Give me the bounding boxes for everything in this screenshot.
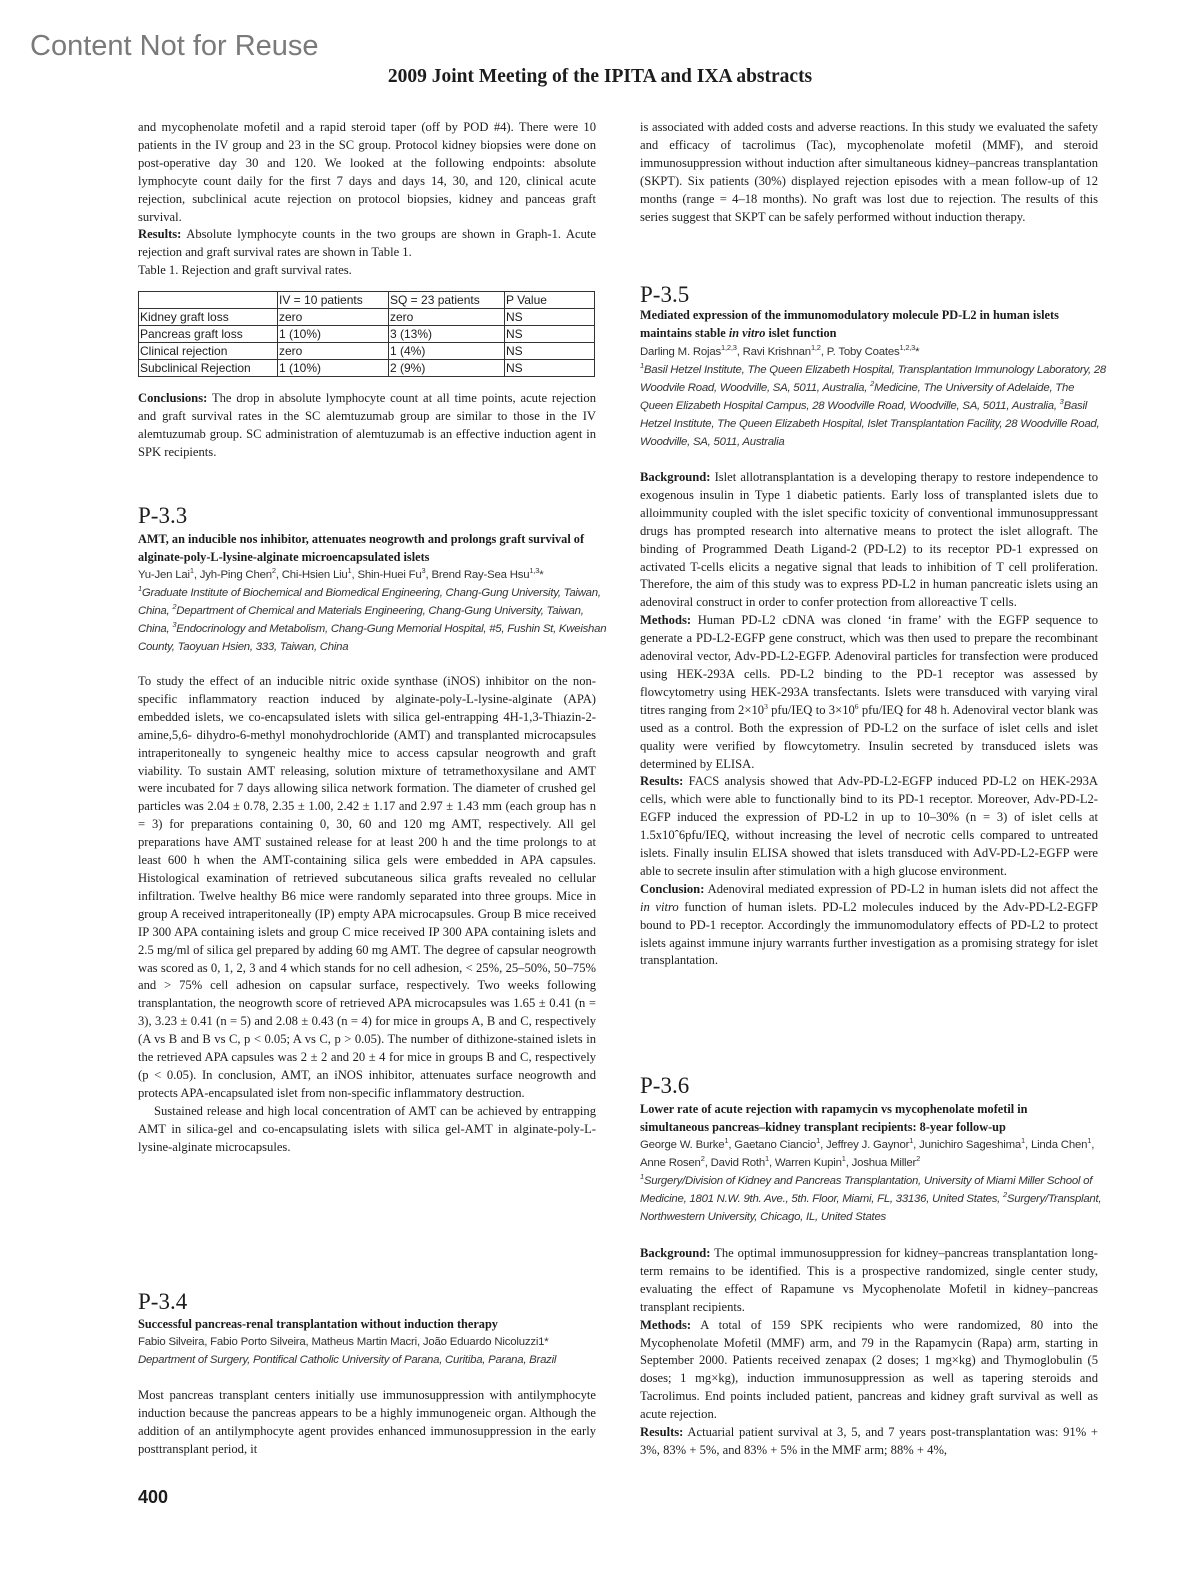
text-run: Medicine, The University of Adelaide, The Queen Elizabeth Hospital Campus, 28 Woodville Road, Woodville, SA, 5011, Australia, (640, 382, 1075, 412)
abstract-title (640, 306, 1098, 342)
text-run: , Warren Kupin (768, 1157, 842, 1169)
text-run: Islet allotransplantation is a developing therapy to restore independence to exogenous insulin in Type 1 diabetic patients. Early loss of transplanted islets due to alloimmunity coupled with the islet specific toxicity of conventional immunosuppressant drugs has prompted research into alternative means to protect the islet allograft. The binding of Programmed Death Ligand-2 (PD-L2) to its receptor PD-1 expressed on activated T-cells elicits a negative signal that leads to inhibition of T cell proliferation. Therefore, the aim of this study was to express PD-L2 in human pancreatic islets using an adenoviral construct in order to confer protection from alloreactive T cells. (640, 470, 1098, 610)
text-run: Surgery/Division of Kidney and Pancreas Transplantation, University of Miami Miller School of Medicine, 1801 N.W. 9th. Ave., 5th. Floor, Miami, FL, 33136, United States, (640, 1175, 1093, 1205)
continued-abstract (138, 119, 596, 280)
table-row (139, 309, 595, 326)
abstract-title: Lower rate of acute rejection with rapamycin vs mycophenolate mofetil in simultaneous pancreas–kidney transplant recipients: 8-year follow-up (640, 1102, 1028, 1134)
superscript: 2 (700, 1154, 705, 1163)
superscript: 2 (916, 1154, 921, 1163)
superscript: 1 (1021, 1136, 1026, 1145)
watermark: Content Not for Reuse (30, 30, 319, 62)
affiliations (640, 361, 1110, 451)
superscript: 6 (854, 701, 859, 711)
superscript: 1 (764, 1154, 769, 1163)
superscript: 2 (870, 379, 875, 388)
text-run: , Shin-Huei Fu (351, 569, 422, 581)
text-run: Basil Hetzel Institute, The Queen Elizabeth Hospital, Islet Transplantation Facility, 28 Woodville Road, Woodville, SA, 5011, Australia (640, 400, 1100, 448)
section-label: Conclusion: (640, 881, 705, 896)
text-run: pfu/IEQ for 48 h. Adenoviral vector blank was used as a control. Both the expression of PD-L2 on the surface of islet cells and islet quality were verified by flowcytometry. Insulin secreted by transduced islets was determined by ELISA. (640, 702, 1098, 771)
header-cell: P Value (505, 292, 595, 309)
text-run: pfu/IEQ to 3×10 (767, 702, 855, 717)
text-run: , Junichiro Sageshima (913, 1139, 1022, 1151)
table-cell: Pancreas graft loss (139, 326, 278, 343)
superscript: 3 (1059, 397, 1064, 406)
table-cell: Clinical rejection (139, 343, 278, 360)
conclusions-block (138, 390, 596, 462)
results-text: Absolute lymphocyte counts in the two groups are shown in Graph-1. Acute rejection and graft survival rates are shown in Table 1. (138, 227, 596, 260)
section-label: Methods: (640, 1317, 692, 1332)
text-run: , P. Toby Coates (820, 346, 900, 358)
text-run: Endocrinology and Metabolism, Chang-Gung Memorial Hospital, #5, Fushin St, Kweishan County, Taoyuan Hsien, 333, Taiwan, China (138, 623, 607, 653)
superscript: 3 (421, 566, 426, 575)
text-run: FACS analysis showed that Adv-PD-L2-EGFP induced PD-L2 on HEK-293A cells, which were able to functionally bind to its PD-1 receptor. Moreover, Adv-PD-L2-EGFP induced the expression of PD-L2 in up to 10–30% (n = 3) of islet cells at 1.5x10ˆ6pfu/IEQ, without increasing the level of necrotic cells compared to untreated islets. Finally insulin ELISA showed that islets transduced with AdV-PD-L2-EGFP were able to secrete insulin after stimulation with a high glucose environment. (640, 774, 1098, 878)
abstract-id: P-3.3 (138, 503, 188, 528)
abstract-id: P-3.5 (640, 282, 690, 307)
text-run: , Joshua Miller (845, 1157, 917, 1169)
author-list (138, 566, 608, 584)
body-paragraph: Sustained release and high local concentration of AMT can be achieved by entrapping AMT in silica-gel and co-encapsulating islets with silica gel-AMT in alginate-poly-L-lysine-alginate microcapsules. (138, 1103, 596, 1154)
superscript: 1,2 (810, 343, 821, 352)
table-header-row (139, 292, 595, 309)
superscript: 1 (724, 1136, 729, 1145)
superscript: 2 (1002, 1190, 1007, 1199)
section-label: Background: (640, 470, 711, 484)
table-cell: NS (505, 309, 595, 326)
text-run: , Brend Ray-Sea Hsu (425, 569, 530, 581)
text-run: , Chi-Hsien Liu (275, 569, 348, 581)
text-run: , Anne Rosen (640, 1139, 1095, 1169)
abstract-title: Successful pancreas-renal transplantation without induction therapy (138, 1317, 498, 1331)
header-cell: SQ = 23 patients (389, 292, 505, 309)
abstract-body (138, 673, 596, 1156)
table-cell: 1 (4%) (389, 343, 505, 360)
superscript: 1 (347, 566, 352, 575)
text-run: The optimal immunosuppression for kidney–pancreas transplantation long-term remains to be identified. This is a prospective randomized, single center study, evaluating the effect of Rapamune vs Mycophenolate Mofetil in kidney–pancreas transplant recipients. (640, 1246, 1098, 1314)
table-row (139, 360, 595, 377)
abstract-body (640, 469, 1098, 970)
affiliations: Department of Surgery, Pontifical Catholic University of Parana, Curitiba, Parana, Brazil (138, 1354, 557, 1366)
table-cell: zero (278, 343, 389, 360)
abstract-body-continued (640, 119, 1098, 226)
affiliations (138, 584, 608, 656)
table-cell: NS (505, 360, 595, 377)
text-run: Human PD-L2 cDNA was cloned ‘in frame’ with the EGFP sequence to generate a PD-L2-EGFP gene construct, which was then used to prepare the recombinant adenoviral vector, Adv-PD-L2-EGFP. Adenoviral particles for transfection were produced using HEK-293A cells. PD-L2 binding to the PD-1 receptor was assessed by flowcytometry using HEK-293A transfectants. Islets were transduced with varying viral titres ranging from 2×10 (640, 613, 1098, 717)
superscript: 1 (1087, 1136, 1092, 1145)
text-run: , Linda Chen (1025, 1139, 1088, 1151)
rejection-table (138, 291, 595, 377)
body-paragraph: Most pancreas transplant centers initially use immunosuppression with antilymphocyte induction because the pancreas appears to be a highly immunogeneic organ. Although the addition of an antilymphocyte agent provides enhanced immunosuppression in the early posttransplant period, it (138, 1388, 596, 1456)
text-run: , David Roth (704, 1157, 765, 1169)
section-label: Results: (640, 774, 684, 789)
author-list (640, 1136, 1110, 1172)
table-cell: 2 (9%) (389, 360, 505, 377)
superscript: 1 (841, 1154, 846, 1163)
text-run: , Gaetano Ciancio (728, 1139, 817, 1151)
header-cell (139, 292, 278, 309)
text-run: function of human islets. PD-L2 molecules induced by the Adv-PD-L2-EGFP bound to PD-1 receptor. Accordingly the immunomodulatory effects of PD-L2 to protect islets against immune injury warrants further investigation as a promising strategy for islet transplantation. (640, 899, 1098, 968)
text-run: in vitro (640, 899, 679, 914)
body-paragraph: is associated with added costs and adverse reactions. In this study we evaluated the safety and efficacy of tacrolimus (Tac), mycophenolate mofetil (MMF), and steroid immunosuppression without induction after simultaneous kidney–pancreas transplantation (SKPT). Six patients (30%) displayed rejection episodes with a mean follow-up of 12 months (range = 4–18 months). No graft was lost due to rejection. The results of this series suggest that SKPT can be safely performed without induction therapy. (640, 120, 1098, 224)
superscript: 2 (172, 602, 177, 611)
affiliations (640, 1172, 1110, 1226)
page-number: 400 (138, 1487, 169, 1507)
text-run: in vitro (728, 326, 766, 340)
superscript: 3 (172, 620, 177, 629)
superscript: 3 (764, 701, 768, 711)
text-run: Department of Chemical and Materials Engineering, Chang-Gung University, Taiwan, China, (138, 605, 584, 635)
text-run: islet function (765, 326, 837, 340)
table-cell: Subclinical Rejection (139, 360, 278, 377)
text-run: * (915, 346, 920, 358)
header-cell: IV = 10 patients (278, 292, 389, 309)
table-cell: zero (278, 309, 389, 326)
results-paragraph (138, 226, 596, 262)
table-cell: 3 (13%) (389, 326, 505, 343)
section-label: Methods: (640, 613, 692, 628)
text-run: A total of 159 SPK recipients who were randomized, 80 into the Mycophenolate Mofetil (MMF) arm, and 79 in the Rapamycin (Rapa) arm, starting in September 2000. Patients received zenapax (2 doses; 1 mg×kg) and Thymoglobulin (5 doses; 1 mg×kg), induction immunosuppression as well as tapering steroids and Tacrolimus. End points included patient, pancreas and kidney graft survival as well as acute rejection. (640, 1317, 1098, 1422)
author-list: Fabio Silveira, Fabio Porto Silveira, Matheus Martin Macri, João Eduardo Nicoluzzi1* (138, 1336, 549, 1348)
section-label: Background: (640, 1246, 711, 1260)
superscript: 1 (138, 584, 142, 593)
text-run: Graduate Institute of Biochemical and Biomedical Engineering, Chang-Gung University, Taiwan, China, (138, 587, 601, 617)
text-run: , Jeffrey J. Gaynor (820, 1139, 910, 1151)
table-cell: 1 (10%) (278, 326, 389, 343)
table-cell: Kidney graft loss (139, 309, 278, 326)
text-run: Darling M. Rojas (640, 346, 721, 358)
abstract-body (138, 1387, 596, 1459)
abstract-id: P-3.4 (138, 1289, 188, 1314)
text-run: George W. Burke (640, 1139, 725, 1151)
superscript: 1 (189, 566, 194, 575)
table-cell: NS (505, 326, 595, 343)
superscript: 1 (640, 361, 644, 370)
abstract-title: AMT, an inducible nos inhibitor, attenuates neogrowth and prolongs graft survival of alginate-poly-L-lysine-alginate microencapsulated islets (138, 532, 585, 564)
journal-title: 2009 Joint Meeting of the IPITA and IXA abstracts (387, 66, 813, 87)
text-run: Mediated expression of the immunomodulatory molecule PD-L2 in human islets maintains stable (640, 308, 1059, 340)
text-run: Basil Hetzel Institute, The Queen Elizabeth Hospital, Transplantation Immunology Laboratory, 28 Woodvile Road, Woodville, SA, 5011, Australia, (640, 364, 1107, 394)
superscript: 1 (909, 1136, 914, 1145)
table-cell: NS (505, 343, 595, 360)
table-cell: 1 (10%) (278, 360, 389, 377)
paragraph: and mycophenolate mofetil and a rapid steroid taper (off by POD #4). There were 10 patients in the IV group and 23 in the SC group. Protocol kidney biopsies were done on post-operative day 30 and 120. We looked at the following endpoints: absolute lymphocyte count daily for the first 7 days and days 14, 30, and 120, clinical acute rejection, subclinical acute rejection on protocol biopsies, kidney and panceas graft survival. (138, 120, 596, 224)
text-run: , Ravi Krishnan (736, 346, 811, 358)
abstract-body (640, 1245, 1098, 1460)
table-row (139, 343, 595, 360)
text-run: , Jyh-Ping Chen (193, 569, 272, 581)
text-run: Adenoviral mediated expression of PD-L2 in human islets did not affect the (704, 881, 1098, 896)
superscript: 2 (271, 566, 276, 575)
superscript: 1 (816, 1136, 821, 1145)
superscript: 1,2,3 (899, 343, 916, 352)
table-caption: Table 1. Rejection and graft survival rates. (138, 263, 352, 278)
text-run: * (539, 569, 544, 581)
table-row (139, 326, 595, 343)
conclusions-label: Conclusions: (138, 391, 208, 405)
results-label: Results: (138, 227, 182, 242)
superscript: 1 (640, 1172, 644, 1181)
body-paragraph: To study the effect of an inducible nitric oxide synthase (iNOS) inhibitor on the non-specific inflammatory reaction induced by alginate-poly-L-lysine-alginate (APA) embedded islets, we co-encapsulated islets with silica gel-entrapping 4H-1,3-Thiazin-2-amine,5,6- dihydro-6-methyl monohydrochloride (AMT) and transplanted microcapsules intraperitoneally to syngeneic healthy mice to access capsular neogrowth and graft viability. To sustain AMT releasing, solution mixture of tetramethoxysilane and AMT were incubated for 7 days allowing silica network formation. The diameter of crushed gel particles was 2.04 ± 0.78, 2.35 ± 1.00, 2.42 ± 1.17 and 2.97 ± 1.43 mm (each group has n = 3) for preparations containing 0, 30, 60 and 120 mg AMT, respectively. All gel preparations have AMT sustained release for at least 200 h and the time prolongs to at least 600 h when the AMT-containing silica gels were embedded in APA capsules. Histological examination of retrieved subcutaneous silica grafts revealed no cellular infiltration. Twelve healthy B6 mice were randomly separated into three groups. Mice in group A received intraperitoneally (IP) empty APA microcapsules. Group B mice received IP 300 APA containing islets and group C mice received IP 300 APA containing islets and 2.5 mg/ml of silica gel prepared by adding 60 mg AMT. The degree of capsular neogrowth was scored as 0, 1, 2, 3 and 4 which stands for no cell adhesion, < 25%, 25–50%, 50–75% and > 75% cell adhesion on capsular surface, respectively. Two weeks following transplantation, the neogrowth score of retrieved APA microcapsules was 1.65 ± 0.41 (n = 3), 3.23 ± 0.41 (n = 5) and 2.08 ± 0.43 (n = 4) for mice in groups A, B and C, respectively (A vs B and B vs C, p < 0.05; A vs C, p > 0.05). The number of dithizone-stained islets in the retrieved APA capsules was 2 ± 2 and 20 ± 4 for mice in groups B and C, respectively (p < 0.05). In conclusion, AMT, an iNOS inhibitor, attenuates surface neogrowth and protects APA-encapsulated islet from non-specific inflammatory destruction. (138, 674, 596, 1100)
section-label: Results: (640, 1425, 684, 1440)
author-list (640, 343, 1110, 361)
text-run: Yu-Jen Lai (138, 569, 190, 581)
text-run: Surgery/Transplant, Northwestern University, Chicago, IL, United States (640, 1193, 1102, 1223)
superscript: 1,2,3 (721, 343, 737, 352)
abstract-id: P-3.6 (640, 1073, 690, 1098)
table-cell: zero (389, 309, 505, 326)
superscript: 1,3 (529, 566, 540, 575)
conclusions-text: The drop in absolute lymphocyte count at all time points, acute rejection and graft survival rates in the SC alemtuzumab group are similar to those in the IV alemtuzumab group. SC administration of alemtuzumab is an effective induction agent in SPK recipients. (138, 391, 596, 459)
text-run: Actuarial patient survival at 3, 5, and 7 years post-transplantation was: 91% + 3%, 83% + 5%, and 83% + 5% in the MMF arm; 88% + 4%, (640, 1425, 1098, 1457)
